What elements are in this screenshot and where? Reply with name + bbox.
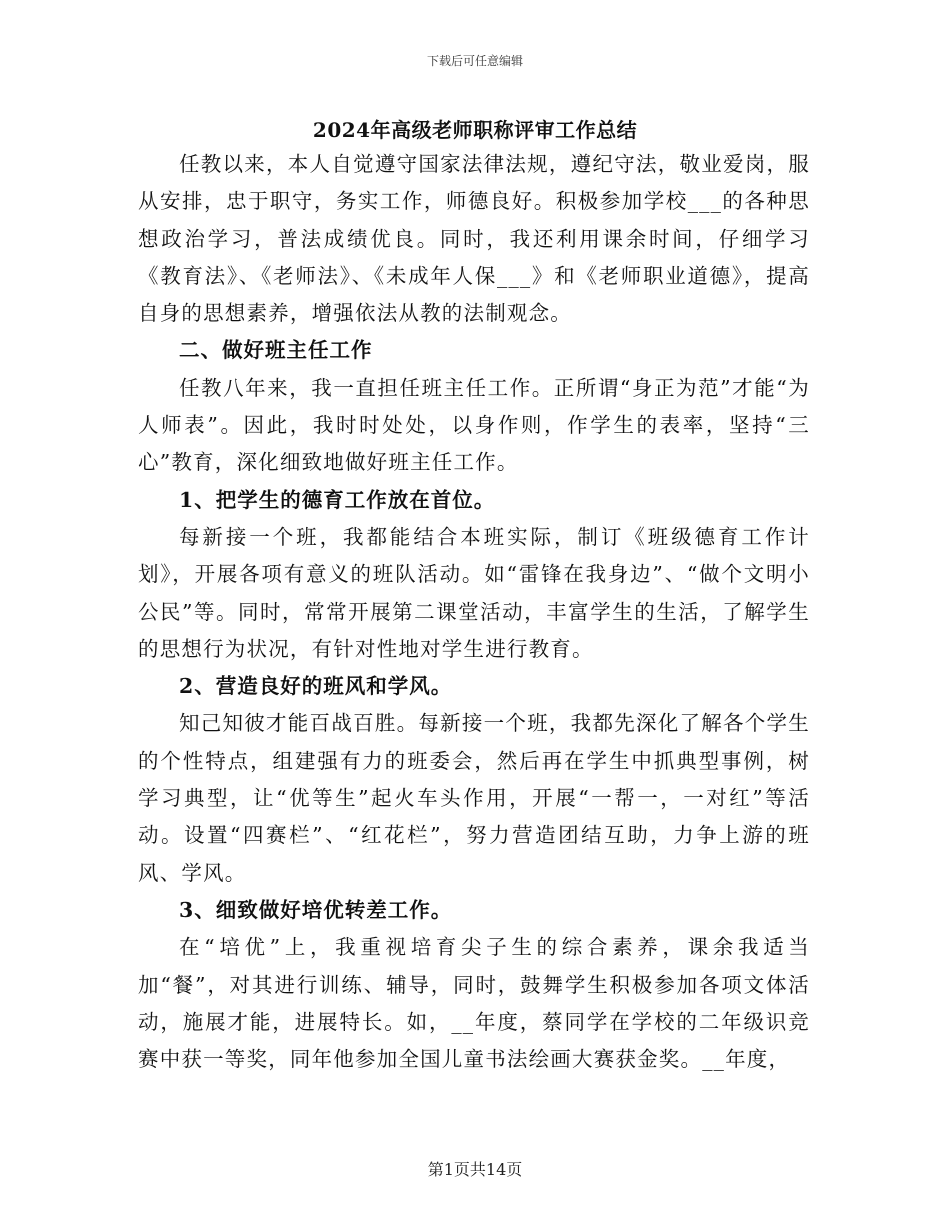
page-number-footer: 第1页共14页 — [427, 1160, 523, 1179]
subheading-class-style: 2、营造良好的班风和学风。 — [179, 674, 453, 699]
section-heading-class-teacher: 二、做好班主任工作 — [179, 338, 373, 363]
subheading-moral-education: 1、把学生的德育工作放在首位。 — [179, 487, 496, 512]
paragraph-class-teacher: 任教八年来，我一直担任班主任工作。正所谓“身正为范”才能“为人师表”。因此，我时时处处，以身作则，作学生的表率，坚持“三心”教育，深化细致地做好班主任工作。 — [138, 375, 810, 475]
document-body — [138, 146, 810, 1078]
paragraph-excellence: 在“培优”上，我重视培育尖子生的综合素养，课余我适当加“餐”，对其进行训练、辅导，同时，鼓舞学生积极参加各项文体活动，施展才能，进展特长。如，__年度，蔡同学在学校的二年级识竞赛中获一等奖，同年他参加全国儿童书法绘画大赛获金奖。__年度， — [138, 935, 810, 1072]
document-title: 2024年高级老师职称评审工作总结 — [312, 118, 638, 142]
subheading-excellence: 3、细致做好培优转差工作。 — [179, 897, 453, 922]
page-header: 下载后可任意编辑 — [426, 54, 523, 68]
paragraph-class-style: 知己知彼才能百战百胜。每新接一个班，我都先深化了解各个学生的个性特点，组建强有力的班委会，然后再在学生中抓典型事例，树学习典型，让“优等生”起火车头作用，开展“一帮一，一对红”等活动。设置“四赛栏”、“红花栏”，努力营造团结互助，力争上游的班风、学风。 — [138, 711, 810, 885]
paragraph-moral-education: 每新接一个班，我都能结合本班实际，制订《班级德育工作计划》，开展各项有意义的班队活动。如“雷锋在我身边”、“做个文明小公民”等。同时，常常开展第二课堂活动，丰富学生的生活，了解学生的思想行为状况，有针对性地对学生进行教育。 — [138, 524, 810, 661]
paragraph-intro: 任教以来，本人自觉遵守国家法律法规，遵纪守法，敬业爱岗，服从安排，忠于职守，务实工作，师德良好。积极参加学校___的各种思想政治学习，普法成绩优良。同时，我还利用课余时间，仔细学习《教育法》、《老师法》、《未成年人保___》和《老师职业道德》，提高自身的思想素养，增强依法从教的法制观念。 — [138, 152, 810, 326]
